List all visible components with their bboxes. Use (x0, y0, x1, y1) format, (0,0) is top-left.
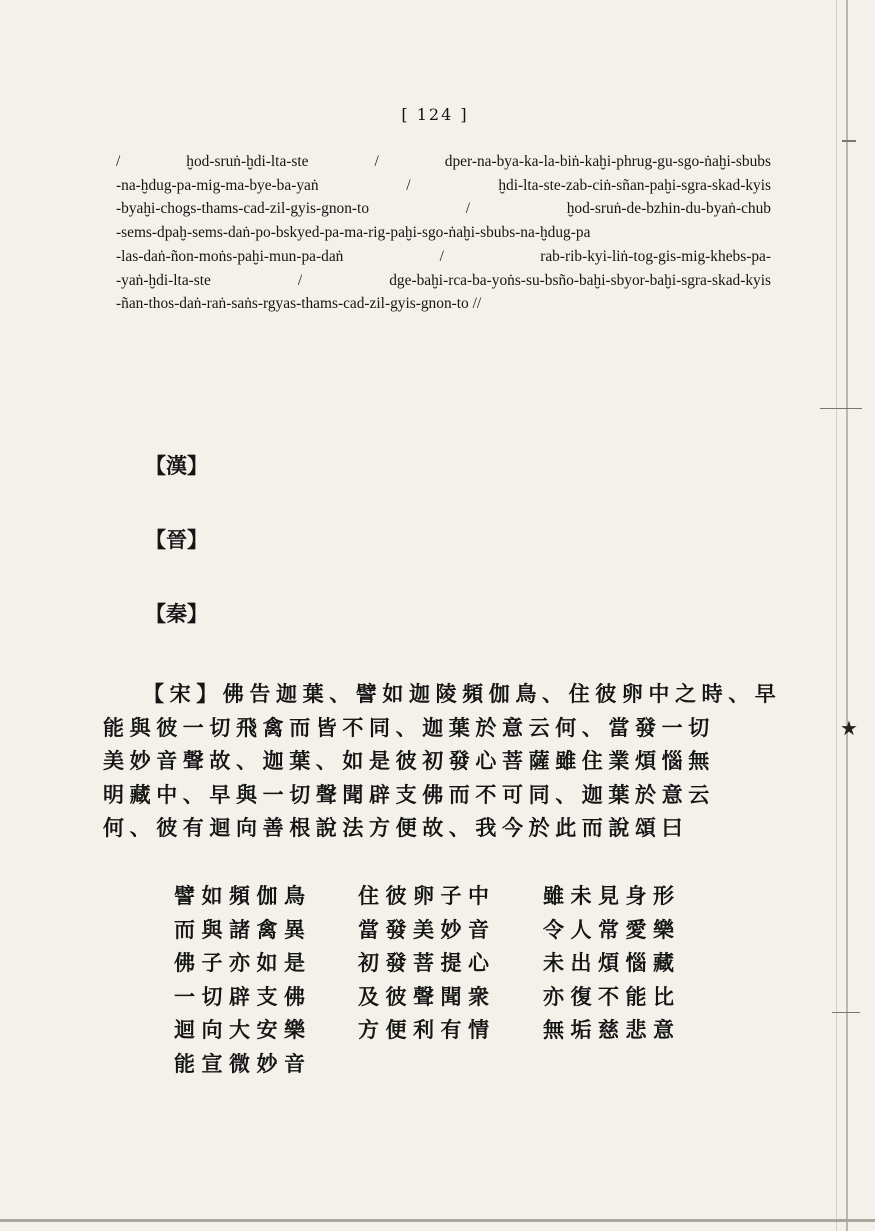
page-number: [ 124 ] (401, 105, 469, 124)
tibetan-line: / ḫod-sruṅ-ḫdi-lta-ste / dper-na-bya-ka-la-biṅ-kaḫi-phrug-gu-sgo-ṅaḫi-sbubs (116, 153, 771, 170)
tibetan-line: -byaḫi-chogs-thams-cad-zil-gyis-gnon-to / ḫod-sruṅ-de-bzhin-du-byaṅ-chub (116, 200, 771, 218)
verse-line: 佛子亦如是 (174, 951, 312, 975)
verse-column (543, 880, 681, 1048)
verse-column (358, 880, 496, 1048)
tibetan-text-block (116, 150, 771, 316)
scan-tick-mark (832, 1012, 860, 1013)
verse-line: 住彼卵子中 (358, 884, 496, 908)
verse-line: 亦復不能比 (543, 984, 681, 1009)
verse-line: 迴向大安樂 (174, 1018, 312, 1042)
section-label-qin: 【秦】 (145, 602, 208, 626)
section-label-han: 【漢】 (145, 454, 208, 478)
tibetan-line: -na-ḫdug-pa-mig-ma-bye-ba-yaṅ / ḫdi-lta-ste-zab-ciṅ-sñan-paḫi-sgra-skad-kyis (116, 176, 771, 194)
tibetan-line: -las-daṅ-ñon-moṅs-paḫi-mun-pa-daṅ / rab-rib-kyi-liṅ-tog-gis-mig-khebs-pa- (116, 247, 771, 265)
verse-line: 而與諸禽異 (174, 917, 312, 942)
song-line: 何、彼有迴向善根說法方便故、我今於此而說頌曰 (103, 816, 689, 840)
song-line: 美妙音聲故、迦葉、如是彼初發心菩薩雖住業煩惱無 (103, 749, 715, 773)
scan-tick-mark (842, 140, 856, 142)
tibetan-line: -sems-dpaḫ-sems-daṅ-po-bskyed-pa-ma-rig-paḫi-sgo-ṅaḫi-sbubs-na-ḫdug-pa (116, 224, 591, 242)
scan-edge-line (846, 0, 848, 1231)
verse-line: 雖未見身形 (543, 884, 681, 908)
song-line: 【宋】佛告迦葉、譬如迦陵頻伽鳥、住彼卵中之時、早 (143, 682, 782, 706)
verse-line: 方便利有情 (358, 1018, 496, 1042)
verse-line: 能宣微妙音 (174, 1051, 312, 1076)
song-line: 明藏中、早與一切聲聞辟支佛而不可同、迦葉於意云 (103, 782, 715, 807)
tibetan-line: -yaṅ-ḫdi-lta-ste / dge-baḫi-rca-ba-yoṅs-su-bsño-baḫi-sbyor-baḫi-sgra-skad-kyis (116, 271, 771, 289)
verse-line: 無垢慈悲意 (543, 1018, 681, 1042)
scan-bottom-edge (0, 1219, 875, 1222)
verse-line: 譬如頻伽鳥 (174, 884, 312, 908)
tibetan-line: -ñan-thos-daṅ-raṅ-saṅs-rgyas-thams-cad-zil-gyis-gnon-to // (116, 295, 482, 313)
verse-line: 一切辟支佛 (174, 984, 312, 1009)
song-translation-block (103, 678, 782, 846)
star-mark-icon: ★ (840, 716, 858, 740)
song-line: 能與彼一切飛禽而皆不同、迦葉於意云何、當發一切 (103, 715, 715, 740)
scan-tick-mark (820, 408, 862, 409)
scan-edge-line (836, 0, 837, 1231)
verse-line: 當發美妙音 (358, 917, 496, 942)
verse-column (174, 880, 312, 1081)
verse-line: 未出煩惱藏 (543, 951, 681, 975)
verse-line: 令人常愛樂 (543, 917, 681, 942)
verse-line: 及彼聲聞衆 (358, 984, 496, 1009)
section-label-jin: 【晉】 (145, 528, 208, 552)
verse-line: 初發菩提心 (358, 951, 496, 975)
